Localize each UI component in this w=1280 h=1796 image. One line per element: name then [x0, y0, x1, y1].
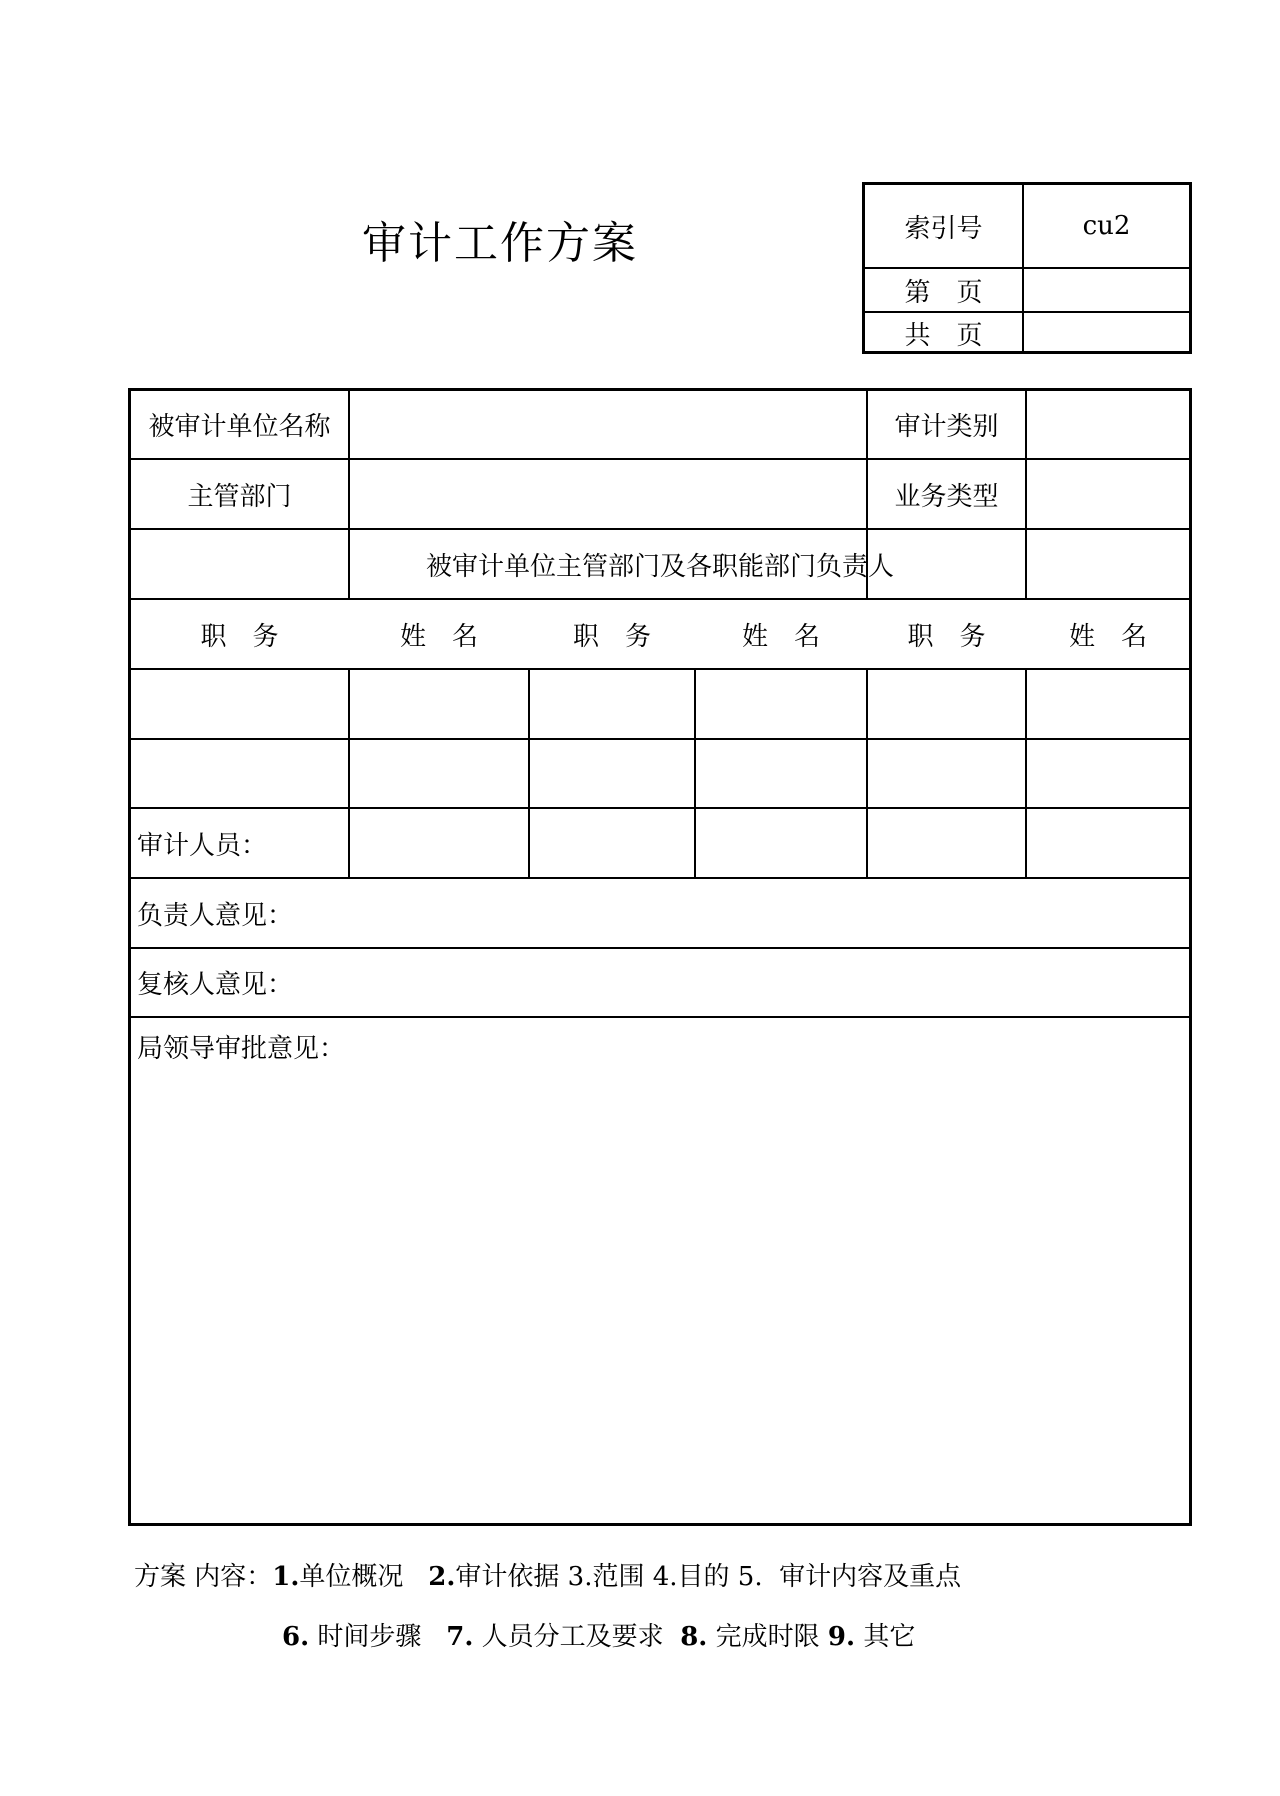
table-cell[interactable] [1027, 670, 1189, 738]
footer-item-2-number: 2. [428, 1562, 456, 1592]
table-cell[interactable] [131, 740, 348, 807]
footer-line-2 [282, 1616, 915, 1653]
footer-item-6-number: 6. [282, 1622, 310, 1652]
audit-category-label: 审计类别 [894, 412, 999, 442]
audited-unit-field[interactable] [350, 391, 866, 458]
footer-items-2-5: 审计依据 3.范围 4.目的 5. [455, 1562, 763, 1592]
table-cell[interactable] [868, 740, 1025, 807]
footer-item-1: 单位概况 [299, 1562, 404, 1592]
column-header-name: 姓 名 [399, 621, 478, 652]
footer-item-8-number: 8. [680, 1622, 708, 1652]
index-value[interactable]: cu2 [1082, 211, 1131, 241]
page-number-field[interactable] [1024, 269, 1189, 311]
audited-unit-label: 被审计单位名称 [148, 412, 331, 442]
supervisor-dept-field[interactable] [350, 460, 866, 528]
footer-item-5: 审计内容及重点 [779, 1562, 962, 1592]
table-cell[interactable] [530, 740, 694, 807]
footer-item-6: 时间步骤 [317, 1622, 422, 1652]
bureau-approval-area[interactable]: 局领导审批意见： [137, 1034, 346, 1064]
table-cell[interactable] [1027, 740, 1189, 807]
table-cell[interactable] [530, 670, 694, 738]
table-cell[interactable] [131, 670, 348, 738]
footer-item-9-number: 9. [827, 1622, 856, 1652]
reviewer-opinion-row[interactable]: 复核人意见： [137, 970, 294, 1000]
column-header-position: 职 务 [572, 621, 651, 652]
footer-line-1 [134, 1556, 961, 1593]
column-header-name: 姓 名 [1068, 621, 1147, 652]
leader-opinion-row[interactable]: 负责人意见： [137, 900, 294, 931]
footer-item-7: 人员分工及要求 [481, 1622, 664, 1652]
footer-item-9: 其它 [863, 1622, 916, 1652]
index-box [862, 182, 1192, 354]
table-cell[interactable] [696, 740, 866, 807]
total-pages-field[interactable] [1024, 313, 1189, 353]
footer-item-8: 完成时限 [715, 1622, 820, 1652]
column-header-position: 职 务 [907, 621, 986, 652]
index-label: 索引号 [904, 213, 983, 244]
page-number-label: 第 页 [904, 277, 983, 308]
footer-item-1-number: 1. [272, 1562, 300, 1592]
table-cell[interactable] [696, 670, 866, 738]
audit-form [128, 388, 1192, 1526]
business-type-field[interactable] [1027, 460, 1189, 528]
footer-prefix: 方案 内容： [134, 1562, 273, 1592]
total-pages-label: 共 页 [904, 320, 983, 351]
supervisor-dept-label: 主管部门 [187, 481, 292, 512]
auditors-row[interactable]: 审计人员： [137, 830, 268, 861]
business-type-label: 业务类型 [894, 481, 999, 512]
column-header-name: 姓 名 [741, 621, 820, 652]
table-cell[interactable] [350, 740, 528, 807]
page-title: 审计工作方案 [362, 218, 638, 269]
column-header-position: 职 务 [200, 621, 279, 652]
responsible-persons-header: 被审计单位主管部门及各职能部门负责人 [425, 551, 894, 582]
table-cell[interactable] [350, 670, 528, 738]
table-cell[interactable] [868, 670, 1025, 738]
footer-item-7-number: 7. [446, 1622, 474, 1652]
audit-category-field[interactable] [1027, 391, 1189, 458]
